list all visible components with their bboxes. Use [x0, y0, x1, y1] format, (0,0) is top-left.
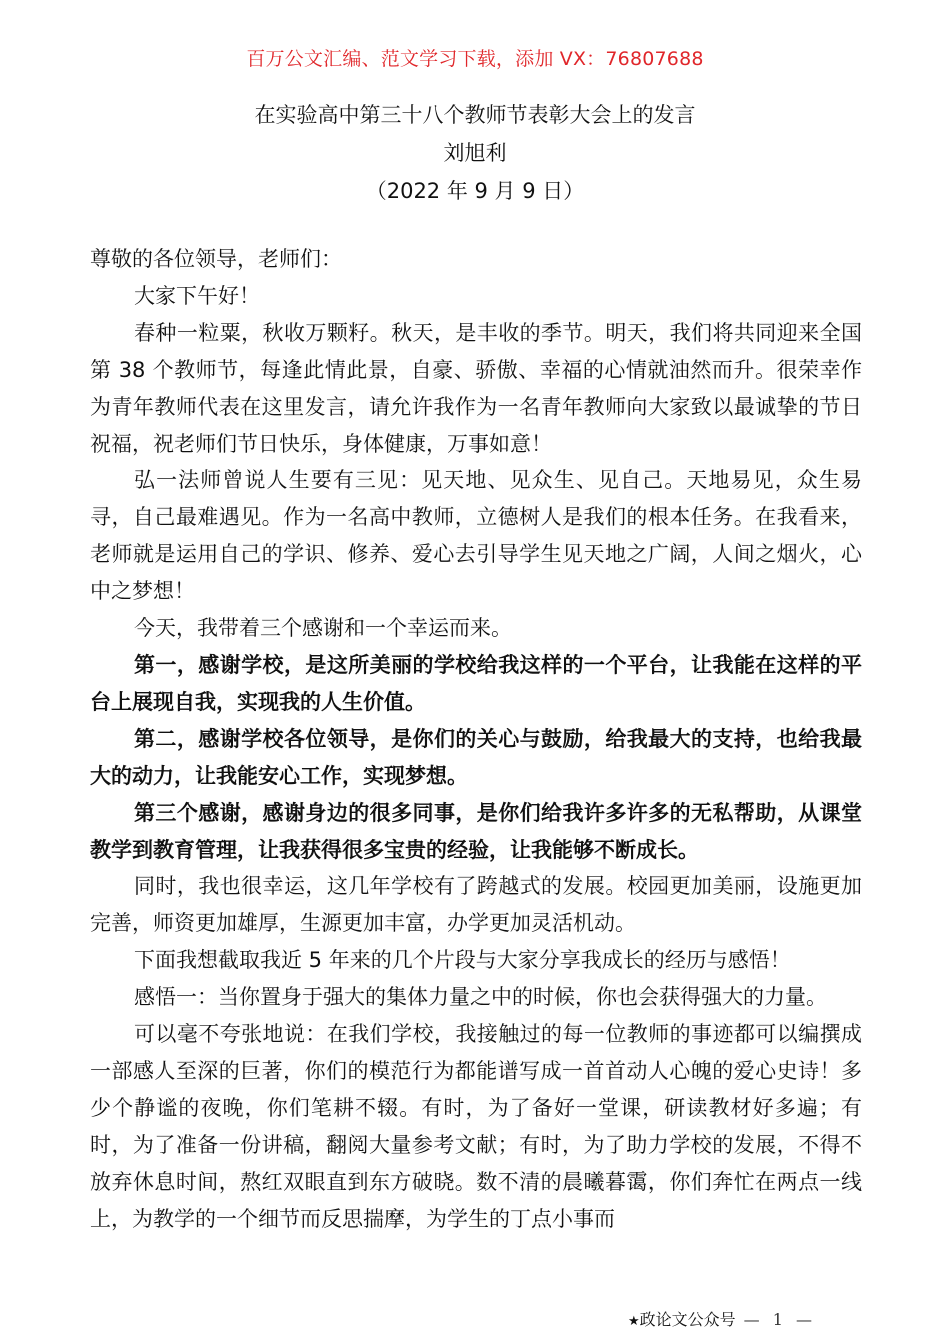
author-name: 刘旭利 [443, 141, 507, 165]
paragraph: 春种一粒粟，秋收万颗籽。秋天，是丰收的季节。明天，我们将共同迎来全国第 38 个教师节，每逢此情此景，自豪、骄傲、幸福的心情就油然而升。很荣幸作为青年教师代表在这里发言，请允许我作为一名青年教师向大家致以最诚挚的节日祝福，祝老师们节日快乐，身体健康，万事如意！ [90, 320, 862, 456]
star-icon: ★ [628, 1314, 640, 1329]
paragraph: 下面我想截取我近 5 年来的几个片段与大家分享我成长的经历与感悟！ [134, 948, 791, 973]
paragraph-thanks-first: 第一，感谢学校，是这所美丽的学校给我这样的一个平台，让我能在这样的平台上展现自我，实现我的人生价值。 [90, 652, 862, 714]
document-title: 在实验高中第三十八个教师节表彰大会上的发言 [254, 103, 696, 127]
paragraph-greeting: 大家下午好！ [134, 283, 260, 308]
salutation: 尊敬的各位领导，老师们： [90, 247, 342, 271]
document-body [90, 241, 862, 1237]
paragraph-thanks-second: 第二，感谢学校各位领导，是你们的关心与鼓励，给我最大的支持，也给我最大的动力，让我能安心工作，实现梦想。 [90, 726, 862, 788]
document-header [0, 96, 950, 210]
paragraph-thanks-third: 第三个感谢，感谢身边的很多同事，是你们给我许多许多的无私帮助，从课堂教学到教育管理，让我获得很多宝贵的经验，让我能够不断成长。 [90, 800, 862, 862]
page-number: — 1 — [743, 1310, 817, 1329]
footer-source: 政论文公众号 [639, 1310, 736, 1329]
speech-date: （2022 年 9 月 9 日） [365, 179, 585, 203]
paragraph: 弘一法师曾说人生要有三见：见天地、见众生、见自己。天地易见，众生易寻，自己最难遇见。作为一名高中教师，立德树人是我们的根本任务。在我看来，老师就是运用自己的学识、修养、爱心去引导学生见天地之广阔，人间之烟火，心中之梦想！ [90, 468, 862, 604]
page-footer [628, 1308, 816, 1334]
paragraph: 可以毫不夸张地说：在我们学校，我接触过的每一位教师的事迹都可以编撰成一部感人至深的巨著，你们的模范行为都能谱写成一首首动人心魄的爱心史诗！多少个静谧的夜晚，你们笔耕不辍。有时，为了备好一堂课，研读教材好多遍；有时，为了准备一份讲稿，翻阅大量参考文献；有时，为了助力学校的发展，不得不放弃休息时间，熬红双眼直到东方破晓。数不清的晨曦暮霭，你们奔忙在两点一线上，为教学的一个细节而反思揣摩，为学生的丁点小事而 [90, 1022, 862, 1231]
watermark-banner: 百万公文汇编、范文学习下载，添加 VX：76807688 [246, 48, 704, 70]
paragraph: 今天，我带着三个感谢和一个幸运而来。 [134, 616, 512, 641]
paragraph: 同时，我也很幸运，这几年学校有了跨越式的发展。校园更加美丽，设施更加完善，师资更加雄厚，生源更加丰富，办学更加灵活机动。 [90, 874, 862, 936]
paragraph-insight-one: 感悟一：当你置身于强大的集体力量之中的时候，你也会获得强大的力量。 [134, 985, 827, 1010]
